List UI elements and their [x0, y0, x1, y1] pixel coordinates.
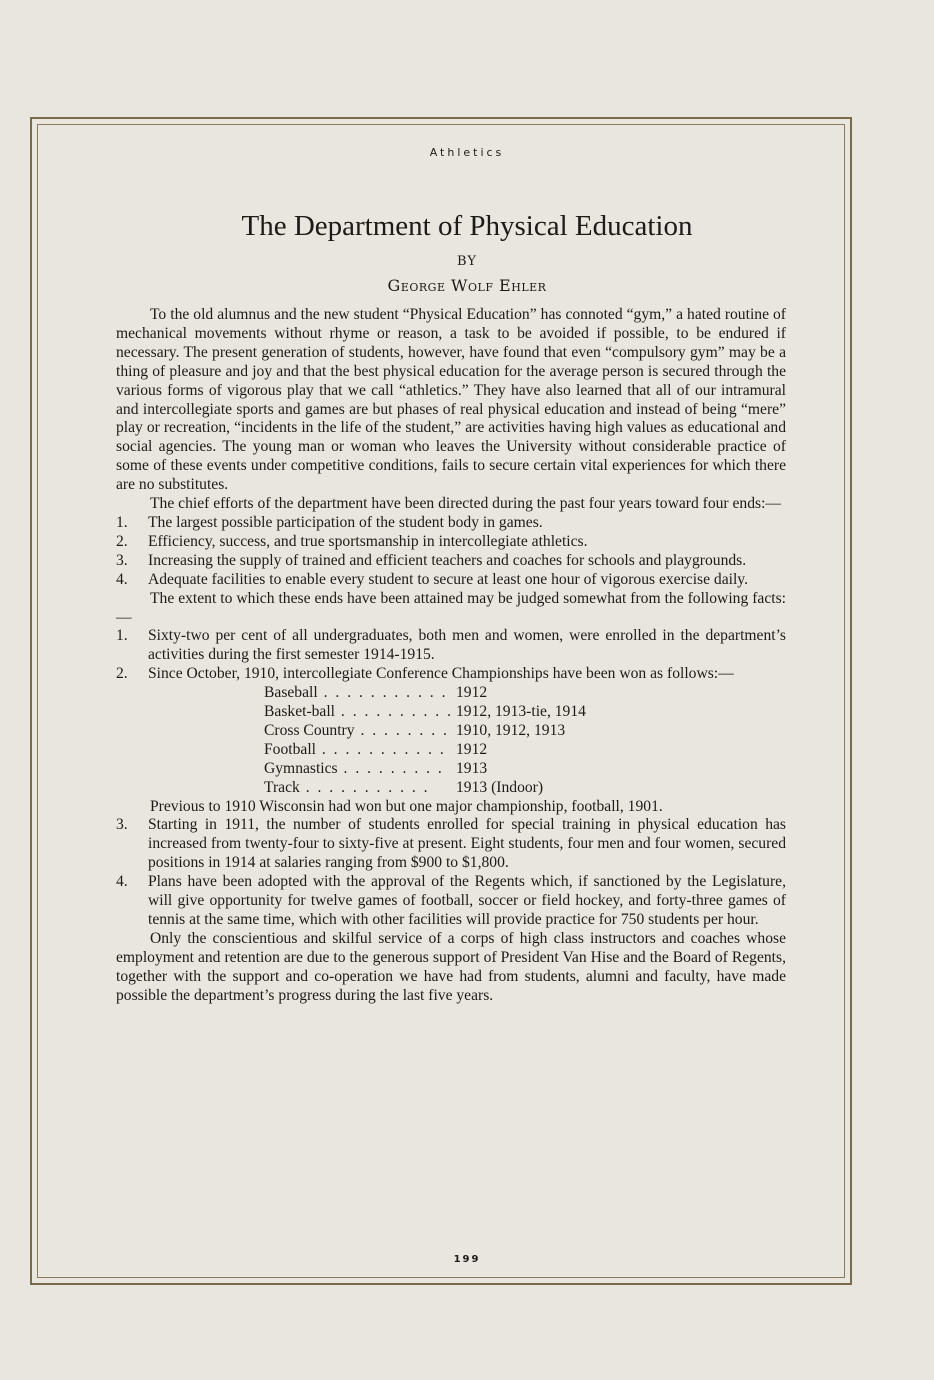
table-row: Football . . 1912 [264, 741, 744, 760]
paragraph-closing: Only the conscientious and skilful service of a corps of high class instructors and coaches whose employment and retention are due to the generous support of President Van Hise and the Board of Regents, together with the support and co-operation we have had from students, alumni and faculty, have made possible the department’s progress during the last five years. [116, 929, 786, 1004]
article-body [116, 306, 786, 1006]
list-item: 2. Since October, 1910, intercollegiate Conference Championships have been won as follows:— [116, 665, 734, 683]
list-item: 4. Adequate facilities to enable every student to secure at least one hour of vigorous exercise daily. [116, 570, 748, 588]
table-row: Cross Country . . 1910, 1912, 1913 [264, 722, 744, 741]
running-header: Athletics [429, 146, 505, 159]
paragraph-ends-intro: The chief efforts of the department have been directed during the past four years toward four ends:— [150, 495, 782, 513]
facts-list-a [116, 627, 786, 684]
paragraph-intro: To the old alumnus and the new student “Physical Education” has connoted “gym,” a hated routine of mechanical movements without rhyme or reason, a task to be avoided if possible, to be endured if necessary. The present generation of students, however, have found that even “compulsory gym” may be a thing of pleasure and joy and that the best physical education for the average person is secured through the various forms of vigorous play that we call “athletics.” They have also learned that all of our intramural and intercollegiate sports and games are but phases of real physical education and instead of being “mere” play or recreation, “incidents in the life of the student,” are activities having high values as educational and social agencies. The young man or woman who leaves the University without considerable practice of some of these events under competitive conditions, fails to secure certain vital experiences for which there are no substitutes. [116, 306, 786, 494]
article-title: The Department of Physical Education [241, 210, 693, 242]
facts-list-b [116, 816, 786, 929]
paragraph-facts-intro: The extent to which these ends have been attained may be judged somewhat from the following facts:— [116, 589, 786, 626]
table-row: Baseball . . 1912 [264, 684, 744, 703]
page-number: 199 [453, 1254, 481, 1265]
list-item: 1. The largest possible participation of the student body in games. [116, 513, 543, 531]
list-item: 3. Starting in 1911, the number of students enrolled for special training in physical education has increased from twenty-four to sixty-five at present. Eight students, four men and four women, secured positions in 1914 at salaries ranging from $900 to $1,800. [116, 816, 786, 872]
list-item: 2. Efficiency, success, and true sportsmanship in intercollegiate athletics. [116, 532, 588, 550]
championships-table [264, 684, 744, 797]
byline: BY [457, 254, 477, 269]
list-item: 1. Sixty-two per cent of all undergraduates, both men and women, were enrolled in the department’s activities during the first semester 1914-1915. [116, 627, 786, 664]
list-item: 3. Increasing the supply of trained and efficient teachers and coaches for schools and playgrounds. [116, 551, 747, 569]
author-name: George Wolf Ehler [387, 276, 547, 295]
ends-list [116, 514, 786, 590]
table-row: Gymnastics . . 1913 [264, 760, 744, 779]
table-row: Basket-ball . . 1912, 1913-tie, 1914 [264, 703, 744, 722]
table-row: Track . . 1913 (Indoor) [264, 779, 744, 798]
list-item: 4. Plans have been adopted with the approval of the Regents which, if sanctioned by the Legislature, will give opportunity for twelve games of football, soccer or field hockey, and forty-three games of tennis at the same time, which with other facilities will provide practice for 750 students per hour. [116, 873, 786, 928]
paragraph-previous: Previous to 1910 Wisconsin had won but one major championship, football, 1901. [150, 797, 663, 815]
